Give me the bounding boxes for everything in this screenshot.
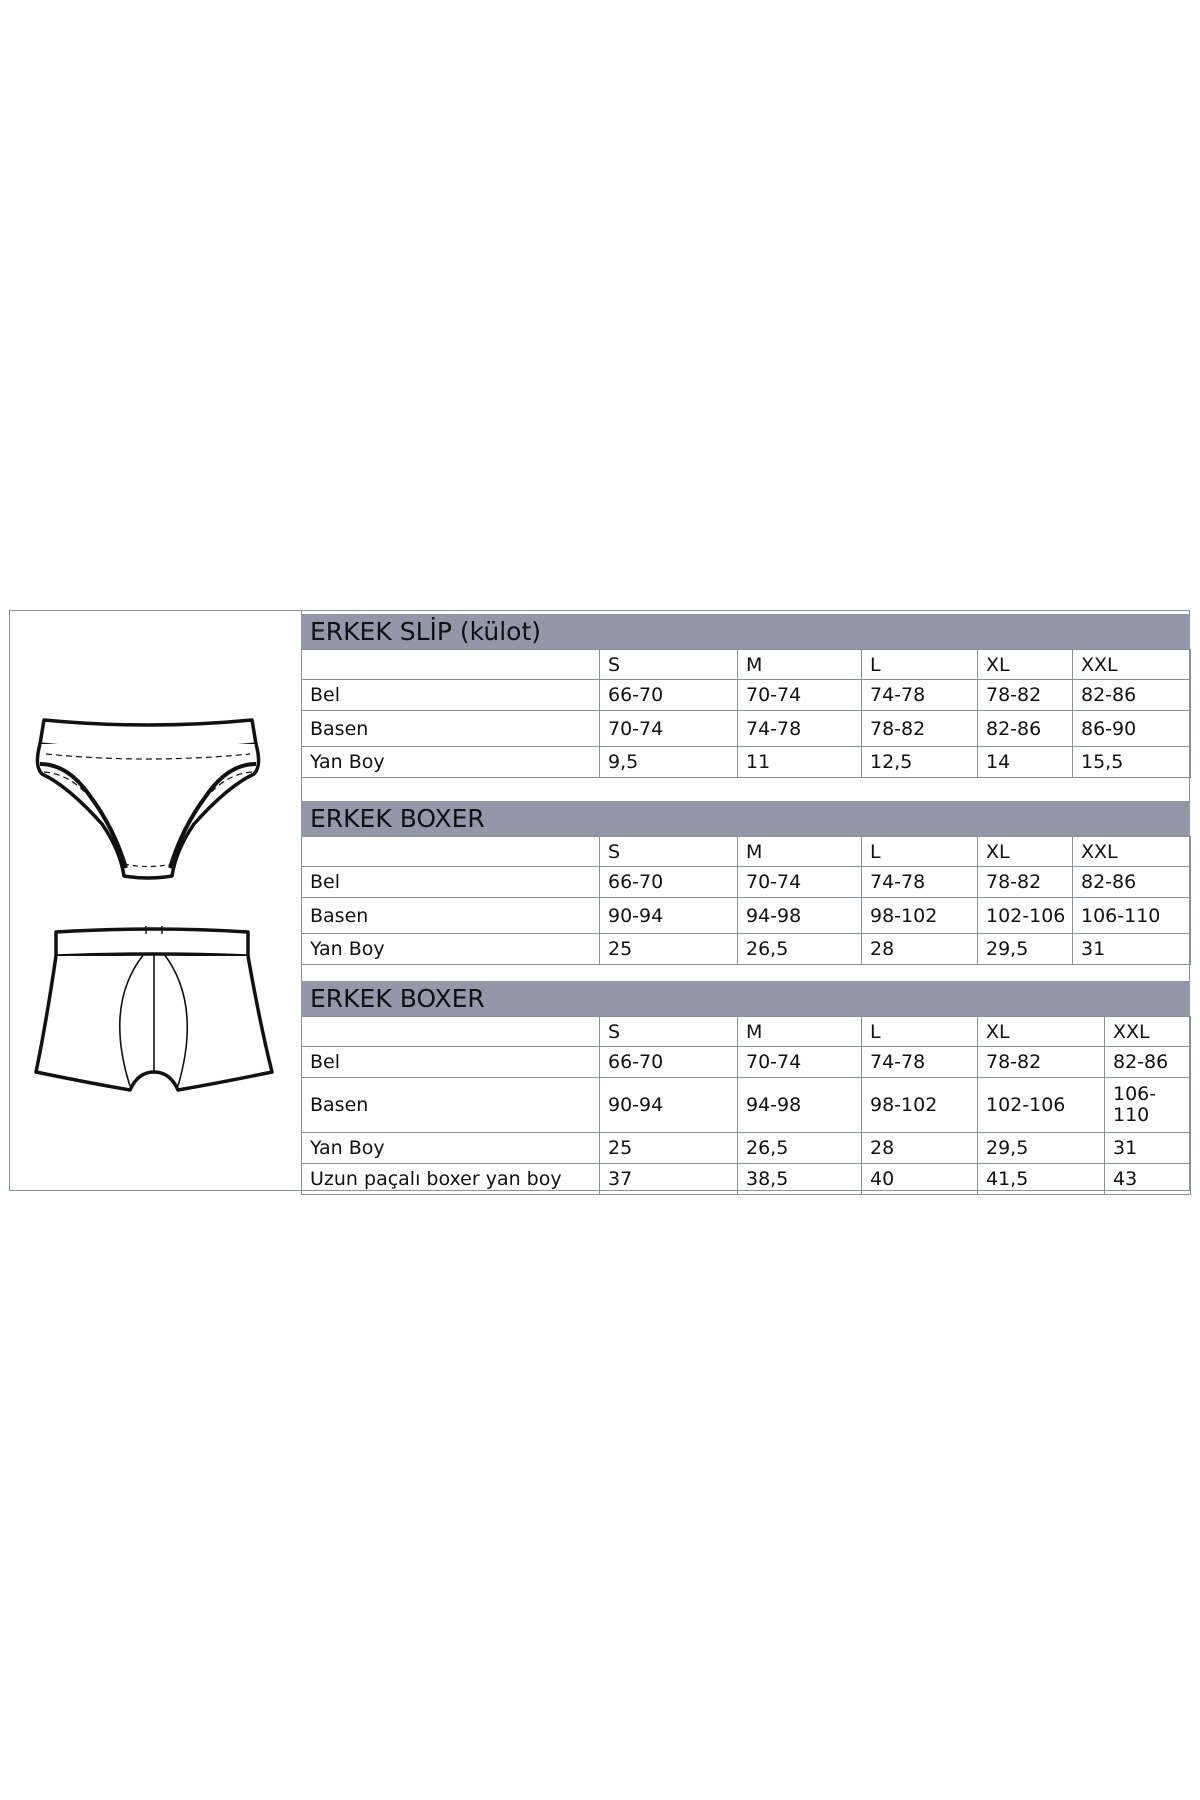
table-row [302, 1047, 1191, 1078]
table-cell: 15,5 [1073, 747, 1191, 778]
table-cell: 26,5 [738, 1133, 862, 1164]
section-title: ERKEK SLİP (külot) [301, 614, 1190, 649]
table-cell: 40 [862, 1164, 978, 1195]
table-cell: 38,5 [738, 1164, 862, 1195]
table-row [302, 1078, 1191, 1133]
header-cell: XL [978, 650, 1073, 680]
table-cell: 25 [600, 1133, 738, 1164]
row-label: Yan Boy [302, 934, 600, 965]
table-cell: 26,5 [738, 934, 862, 965]
table-cell: 11 [738, 747, 862, 778]
table-cell: 28 [862, 1133, 978, 1164]
header-cell: XXL [1073, 650, 1191, 680]
table-cell: 82-86 [978, 711, 1073, 747]
table-cell: 102-106 [978, 1078, 1105, 1133]
table-row [302, 934, 1191, 965]
table-cell: 66-70 [600, 867, 738, 898]
row-label: Basen [302, 898, 600, 934]
table-cell: 70-74 [738, 680, 862, 711]
table-row [302, 711, 1191, 747]
header-cell: M [738, 1017, 862, 1047]
table-cell: 102-106 [978, 898, 1073, 934]
illustration-panel [9, 610, 302, 1191]
table-cell: 29,5 [978, 934, 1073, 965]
table-header-row [302, 1017, 1191, 1047]
table-cell: 70-74 [738, 1047, 862, 1078]
header-cell: S [600, 1017, 738, 1047]
header-cell: L [862, 650, 978, 680]
table-cell: 78-82 [978, 680, 1073, 711]
table-cell: 74-78 [862, 1047, 978, 1078]
table-cell: 74-78 [738, 711, 862, 747]
table-cell: 31 [1105, 1133, 1191, 1164]
table-cell: 78-82 [862, 711, 978, 747]
row-label: Basen [302, 711, 600, 747]
table-cell: 86-90 [1073, 711, 1191, 747]
header-cell [302, 837, 600, 867]
section-title: ERKEK BOXER [301, 801, 1190, 836]
table-row [302, 747, 1191, 778]
table-cell: 74-78 [862, 680, 978, 711]
header-cell: M [738, 837, 862, 867]
table-cell: 78-82 [978, 867, 1073, 898]
section-title: ERKEK BOXER [301, 981, 1190, 1016]
table-row [302, 898, 1191, 934]
table-cell: 98-102 [862, 1078, 978, 1133]
table-cell: 98-102 [862, 898, 978, 934]
table-cell: 70-74 [738, 867, 862, 898]
size-table-slip [301, 614, 1190, 778]
table-cell: 12,5 [862, 747, 978, 778]
table-cell: 43 [1105, 1164, 1191, 1195]
row-label: Yan Boy [302, 1133, 600, 1164]
table-row [302, 680, 1191, 711]
table-cell: 9,5 [600, 747, 738, 778]
header-cell: XXL [1073, 837, 1191, 867]
row-label: Basen [302, 1078, 600, 1133]
table-cell: 106-110 [1105, 1078, 1191, 1133]
table-cell: 28 [862, 934, 978, 965]
row-label: Bel [302, 680, 600, 711]
header-cell: XL [978, 837, 1073, 867]
table-cell: 31 [1073, 934, 1191, 965]
table-cell: 66-70 [600, 1047, 738, 1078]
row-label: Bel [302, 1047, 600, 1078]
table-row [302, 867, 1191, 898]
header-cell: S [600, 650, 738, 680]
header-cell: L [862, 837, 978, 867]
size-table-boxer [301, 801, 1190, 965]
table-cell: 90-94 [600, 1078, 738, 1133]
header-cell: L [862, 1017, 978, 1047]
table-cell: 74-78 [862, 867, 978, 898]
table-cell: 41,5 [978, 1164, 1105, 1195]
table-cell: 78-82 [978, 1047, 1105, 1078]
table-header-row [302, 650, 1191, 680]
table-cell: 37 [600, 1164, 738, 1195]
table-cell: 94-98 [738, 1078, 862, 1133]
table-cell: 25 [600, 934, 738, 965]
table-cell: 29,5 [978, 1133, 1105, 1164]
header-cell: XL [978, 1017, 1105, 1047]
table-cell: 70-74 [600, 711, 738, 747]
table-cell: 90-94 [600, 898, 738, 934]
table-row [302, 1164, 1191, 1195]
header-cell: M [738, 650, 862, 680]
table-cell: 82-86 [1073, 867, 1191, 898]
row-label: Bel [302, 867, 600, 898]
boxer-illustration [34, 924, 274, 1094]
table-header-row [302, 837, 1191, 867]
header-cell [302, 650, 600, 680]
table-cell: 94-98 [738, 898, 862, 934]
table-cell: 82-86 [1105, 1047, 1191, 1078]
header-cell [302, 1017, 600, 1047]
table-cell: 82-86 [1073, 680, 1191, 711]
table-cell: 14 [978, 747, 1073, 778]
brief-illustration [28, 716, 268, 881]
table-row [302, 1133, 1191, 1164]
header-cell: S [600, 837, 738, 867]
table-cell: 66-70 [600, 680, 738, 711]
row-label: Yan Boy [302, 747, 600, 778]
row-label: Uzun paçalı boxer yan boy [302, 1164, 600, 1195]
table-cell: 106-110 [1073, 898, 1191, 934]
header-cell: XXL [1105, 1017, 1191, 1047]
size-table-boxer-long [301, 981, 1190, 1195]
